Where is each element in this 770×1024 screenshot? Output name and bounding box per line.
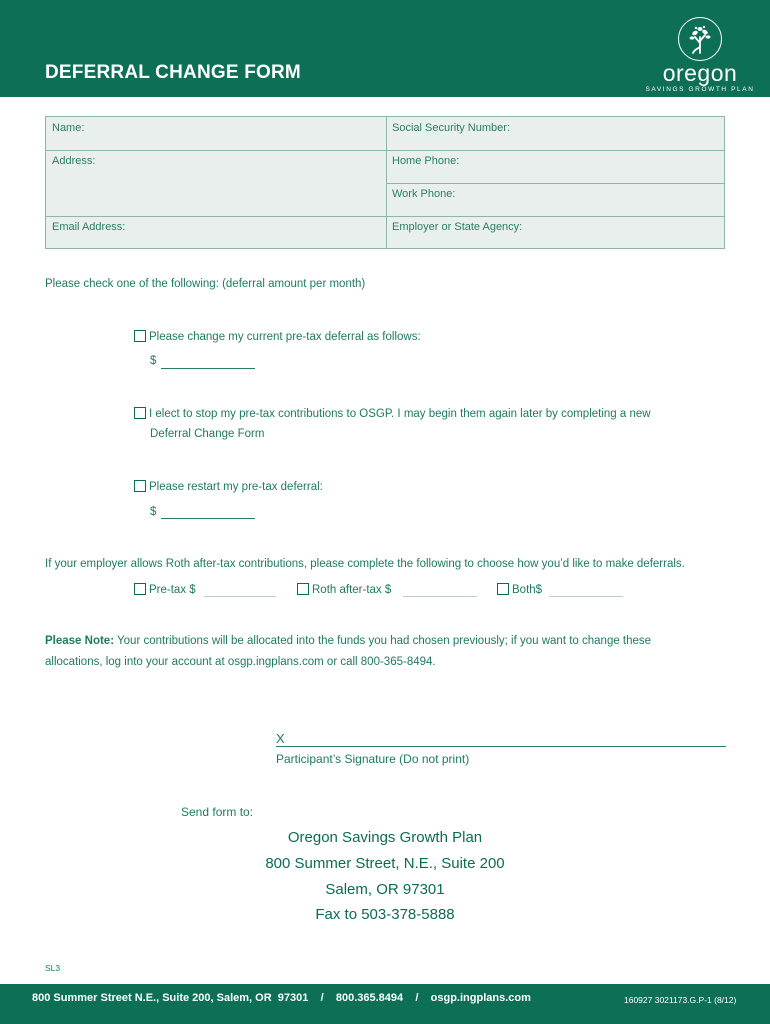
home-phone-field[interactable] [386, 150, 724, 183]
ssn-label: Social Security Number: [392, 122, 510, 134]
stop-deferral-line1: I elect to stop my pre-tax contributions to OSGP. I may begin them again later by completing a new [149, 408, 651, 420]
change-amount-input[interactable] [161, 368, 255, 369]
name-label: Name: [52, 122, 85, 134]
participant-info-table [45, 116, 725, 249]
roth-checkbox[interactable] [297, 583, 309, 595]
pretax-amount-input[interactable] [204, 596, 276, 597]
note-line1 [45, 635, 651, 647]
note-text-line1: Your contributions will be allocated into the funds you had chosen previously; if you want to change these [117, 635, 652, 647]
change-currency-symbol: $ [150, 355, 157, 367]
roth-amount-input[interactable] [403, 596, 477, 597]
form-code: SL3 [45, 963, 61, 973]
header-banner [0, 0, 770, 97]
address-field[interactable] [46, 150, 386, 216]
restart-deferral-checkbox[interactable] [134, 480, 146, 492]
restart-deferral-option [134, 480, 323, 493]
home-phone-label: Home Phone: [392, 155, 460, 167]
signature-x-mark: X [276, 731, 285, 746]
footer-contact: 800 Summer Street N.E., Suite 200, Salem, OR 97301 / 800.365.8494 / osgp.ingplans.com [32, 992, 531, 1004]
tree-icon [678, 17, 722, 61]
pretax-label: Pre-tax $ [149, 584, 196, 596]
send-fax: Fax to 503-378-5888 [315, 906, 455, 923]
oregon-savings-logo [640, 17, 760, 97]
employer-field[interactable] [386, 216, 724, 249]
instructions-text: Please check one of the following: (deferral amount per month) [45, 278, 366, 290]
footer-bar [0, 984, 770, 1024]
roth-intro-text: If your employer allows Roth after-tax contributions, please complete the following to choose how you’d like to make deferrals. [45, 558, 685, 570]
stop-deferral-option [134, 407, 651, 420]
restart-amount-input[interactable] [161, 518, 255, 519]
note-label: Please Note: [45, 635, 115, 647]
both-option [497, 583, 542, 596]
signature-label: Participant’s Signature (Do not print) [276, 752, 470, 766]
ssn-field[interactable] [386, 117, 724, 150]
restart-deferral-label: Please restart my pre-tax deferral: [149, 481, 323, 493]
pretax-option [134, 583, 196, 596]
footer-doc-number: 160927 3021173.G.P-1 (8/12) [624, 995, 737, 1005]
stop-deferral-checkbox[interactable] [134, 407, 146, 419]
change-deferral-option [134, 330, 421, 343]
both-label: Both$ [512, 584, 543, 596]
both-amount-input[interactable] [549, 596, 623, 597]
form-title: DEFERRAL CHANGE FORM [45, 62, 301, 83]
send-org-name: Oregon Savings Growth Plan [287, 829, 483, 846]
stop-deferral-line2: Deferral Change Form [150, 428, 265, 440]
change-deferral-label: Please change my current pre-tax deferral as follows: [149, 331, 421, 343]
change-deferral-checkbox[interactable] [134, 330, 146, 342]
send-form-label: Send form to: [181, 805, 254, 819]
restart-currency-symbol: $ [150, 506, 157, 518]
send-city: Salem, OR 97301 [325, 881, 445, 898]
send-street: 800 Summer Street, N.E., Suite 200 [265, 855, 505, 872]
address-label: Address: [52, 155, 96, 167]
email-label: Email Address: [52, 221, 126, 233]
pretax-checkbox[interactable] [134, 583, 146, 595]
work-phone-field[interactable] [386, 183, 724, 216]
email-field[interactable] [46, 216, 386, 249]
logo-wordmark: oregon [662, 60, 738, 86]
logo-subtitle: SAVINGS GROWTH PLAN [645, 86, 755, 93]
roth-option [297, 583, 391, 596]
note-text-line2: allocations, log into your account at osgp.ingplans.com or call 800-365-8494. [45, 656, 436, 668]
employer-label: Employer or State Agency: [392, 221, 523, 233]
work-phone-label: Work Phone: [392, 188, 456, 200]
signature-line[interactable] [276, 746, 726, 747]
roth-label: Roth after-tax $ [312, 584, 392, 596]
name-field[interactable] [46, 117, 386, 150]
both-checkbox[interactable] [497, 583, 509, 595]
